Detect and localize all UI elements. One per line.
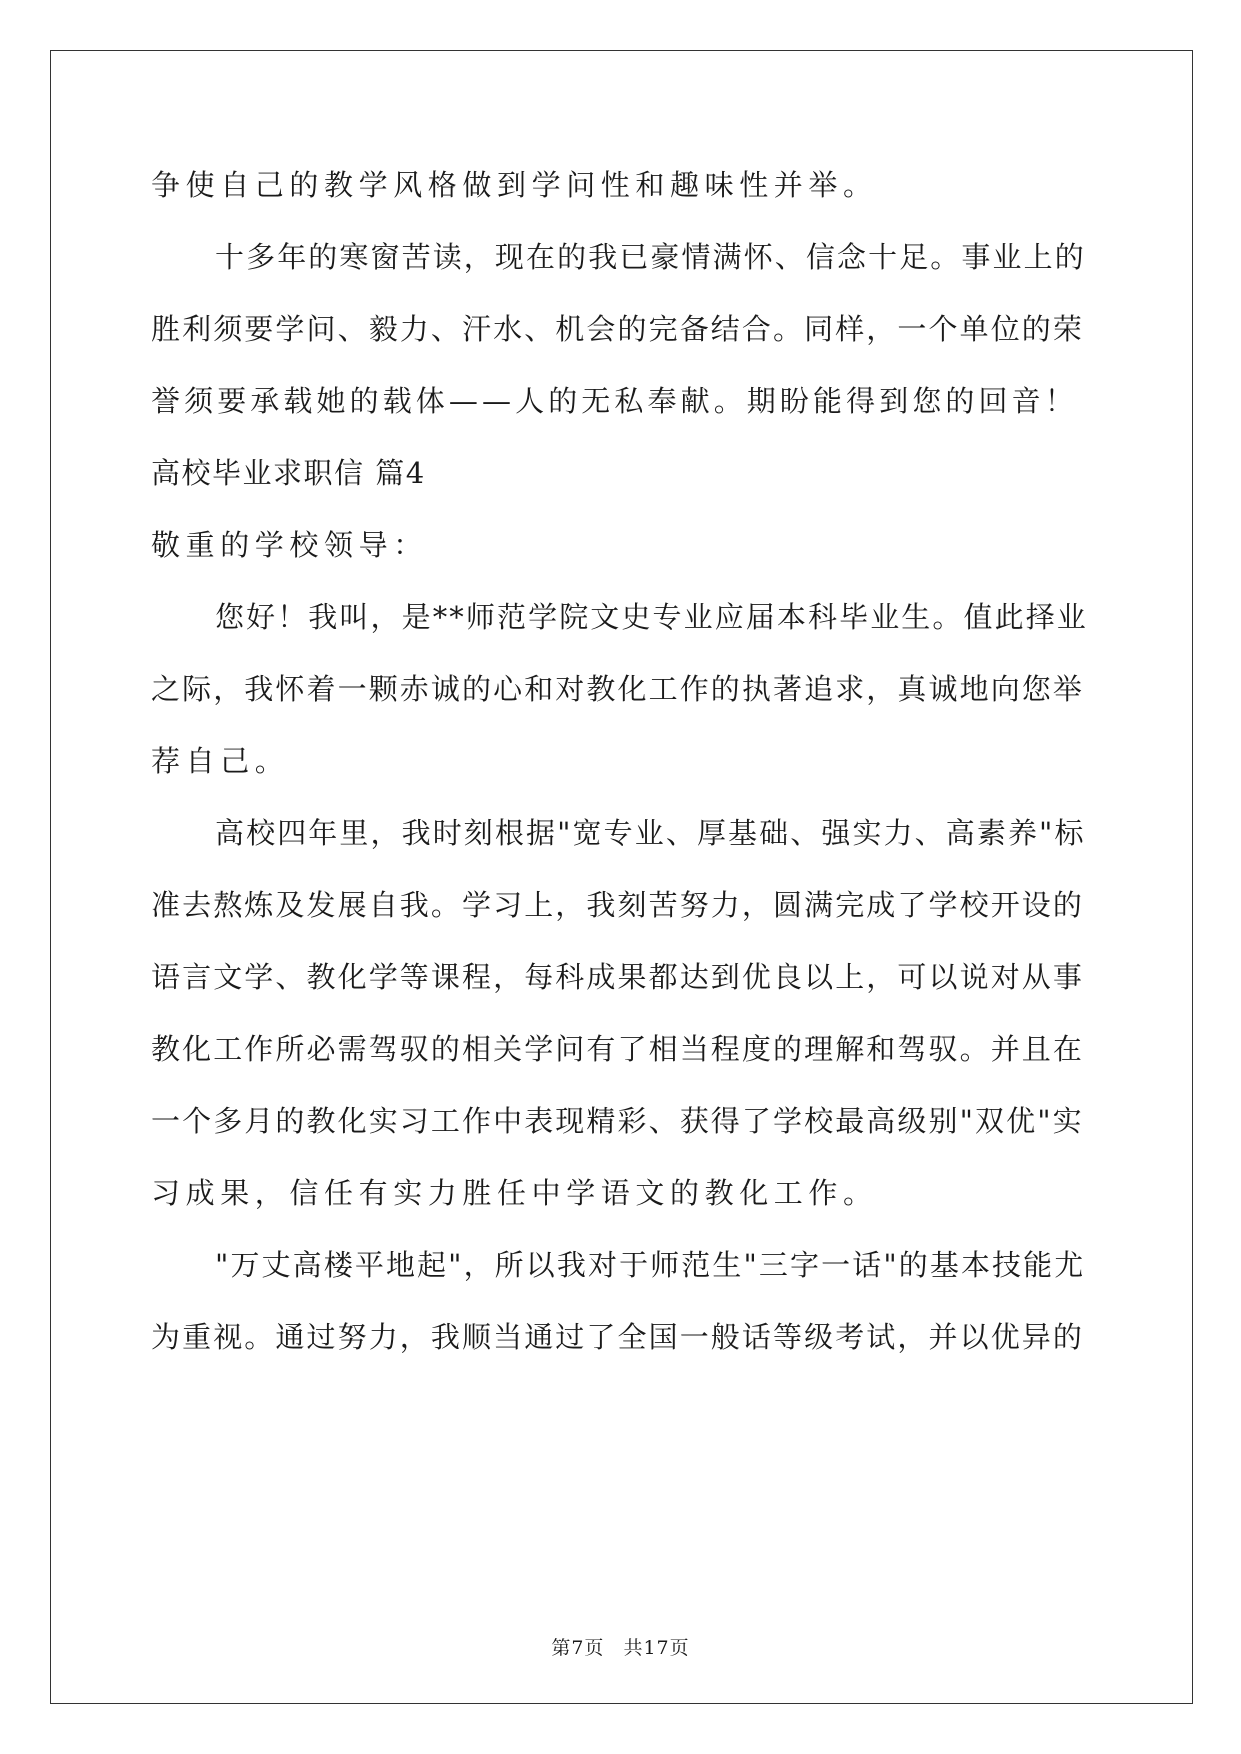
- paragraph-start: 您好！我叫，是**师范学院文史专业应届本科毕业生。值此择业: [215, 600, 1088, 634]
- text-line: 语言文学、教化学等课程，每科成果都达到优良以上，可以说对从事: [151, 960, 1085, 994]
- text-line: 荐自己。: [151, 744, 290, 778]
- text-line: 之际，我怀着一颗赤诚的心和对教化工作的执著追求，真诚地向您举: [151, 672, 1085, 706]
- page-border: [50, 50, 1193, 1704]
- paragraph-start: 十多年的寒窗苦读，现在的我已豪情满怀、信念十足。事业上的: [215, 240, 1086, 274]
- text-line: 胜利须要学问、毅力、汗水、机会的完备结合。同样，一个单位的荣: [151, 312, 1085, 346]
- text-line: 习成果，信任有实力胜任中学语文的教化工作。: [151, 1176, 878, 1210]
- section-heading: 高校毕业求职信 篇4: [151, 456, 426, 490]
- text-line: 为重视。通过努力，我顺当通过了全国一般话等级考试，并以优异的: [151, 1320, 1085, 1354]
- paragraph-start: "万丈高楼平地起"，所以我对于师范生"三字一话"的基本技能尤: [215, 1248, 1086, 1282]
- text-line: 争使自己的教学风格做到学问性和趣味性并举。: [151, 168, 878, 202]
- text-line: 教化工作所必需驾驭的相关学问有了相当程度的理解和驾驭。并且在: [151, 1032, 1085, 1066]
- page-total: 共17页: [623, 1637, 690, 1659]
- text-line: 誉须要承载她的载体——人的无私奉献。期盼能得到您的回音！: [151, 384, 1078, 418]
- page-number: 第7页: [551, 1637, 605, 1659]
- text-line: 准去熬炼及发展自我。学习上，我刻苦努力，圆满完成了学校开设的: [151, 888, 1085, 922]
- page-footer: [0, 1633, 1241, 1660]
- paragraph-start: 高校四年里，我时刻根据"宽专业、厚基础、强实力、高素养"标: [215, 816, 1086, 850]
- salutation: 敬重的学校领导：: [151, 528, 428, 562]
- text-line: 一个多月的教化实习工作中表现精彩、获得了学校最高级别"双优"实: [151, 1104, 1084, 1138]
